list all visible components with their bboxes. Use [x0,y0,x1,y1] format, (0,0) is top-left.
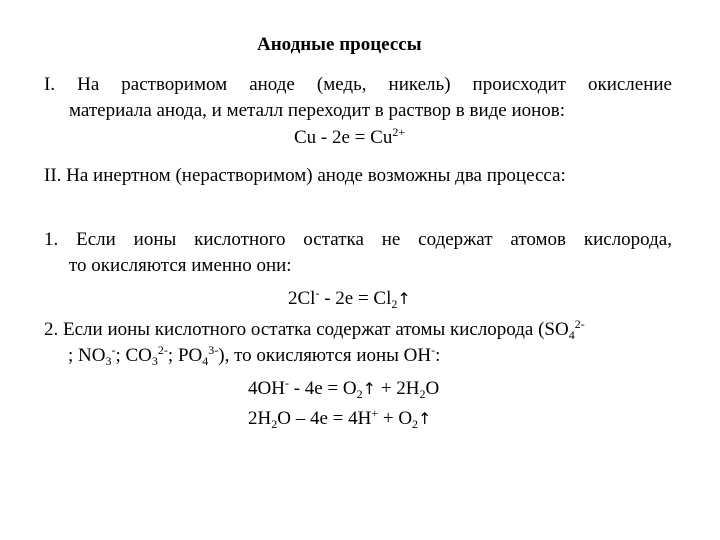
eq-h2o-part-c: + O [378,408,413,429]
co3-charge: 2- [157,343,168,357]
co3-index: 3 [151,354,158,368]
no3-index: 3 [105,354,112,368]
page-title: Анодные процессы [257,34,422,55]
eq-oh-part-d: O [425,378,440,399]
section1-line2: материала анода, и металл переходит в раствор в виде ионов: [69,100,566,121]
eq-cl-part-b: - 2e = Cl [319,288,392,309]
po4-charge: 3- [208,343,219,357]
po4-index: 4 [202,354,209,368]
up-arrow-icon: ↑ [362,379,377,398]
section1-line1: I. На растворимом аноде (медь, никель) происходит окисление [44,74,672,95]
case2-line1-text: 2. Если ионы кислотного остатка содержат атомы кислорода (SO [44,319,569,340]
up-arrow-icon: ↑ [418,409,432,428]
oh-charge: - [431,343,436,357]
oh-text: ), то окисляются ионы OH [218,345,432,366]
case2-line2 [68,344,440,368]
eq-oh-h2-index: 2 [419,387,426,401]
case1-line2: то окисляются именно они: [69,255,292,276]
up-arrow-icon: ↑ [397,289,411,308]
so4-index: 4 [568,328,575,342]
eq-oh-part-a: 4OH [248,378,285,399]
section2-line1: II. На инертном (нерастворимом) аноде возможны два процесса: [44,165,566,186]
eq-cl-charge: - [315,286,320,300]
co3-text: ; CO [115,345,152,366]
eq-oh-part-c: + 2H [376,378,420,399]
eq-cl-index: 2 [391,297,398,311]
eq-h2o-part-b: O – 4e = 4H [277,408,372,429]
equation-oh [248,377,439,401]
case2-line1 [44,318,585,342]
no3-text: ; NO [68,345,106,366]
equation-cu-charge: 2+ [392,125,406,139]
colon: : [435,345,441,366]
eq-oh-o2-index: 2 [356,387,363,401]
eq-cl-part-a: 2Cl [288,288,316,309]
no3-charge: - [111,343,116,357]
eq-h2o-part-a: 2H [248,408,272,429]
equation-cu-lhs: Cu - 2e = Cu [294,127,393,148]
so4-charge: 2- [574,317,585,331]
eq-oh-part-b: - 4e = O [288,378,357,399]
equation-h2o [248,407,431,431]
eq-h2o-h-charge: + [371,406,379,420]
po4-text: ; PO [167,345,203,366]
equation-cu [294,126,405,150]
eq-h2o-index: 2 [271,417,278,431]
eq-oh-charge: - [284,376,289,390]
equation-cl [288,287,411,311]
eq-h2o-o2-index: 2 [412,417,419,431]
case1-line1: 1. Если ионы кислотного остатка не содержат атомов кислорода, [44,229,672,250]
